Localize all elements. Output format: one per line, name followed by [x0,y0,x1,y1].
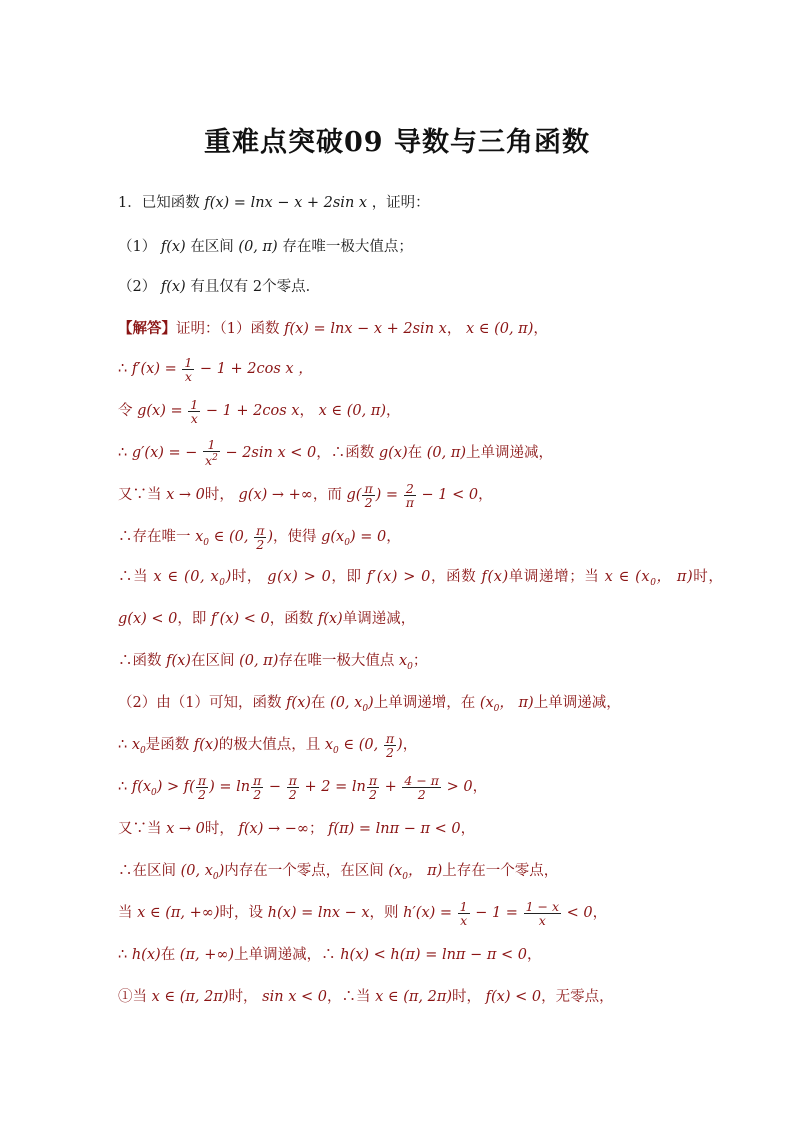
text: 的极大值点，且 [218,737,321,753]
solution-line-8 [118,604,754,634]
text: 时， [693,569,724,585]
therefore-sign: ∴ [118,737,128,753]
answer-tag: 【解答】 [118,320,176,337]
text: 是函数 [145,737,190,753]
text: 又∵当 [118,821,162,837]
formula: x → 0 [166,487,205,503]
problem-part-2 [118,272,754,302]
text: ∴当 [118,569,149,585]
text: （1） [118,239,157,255]
text: ， [402,737,418,753]
formula: f(x) [166,653,191,669]
formula: ($x_0$， π) [479,695,534,714]
page-title: 重难点突破09 导数与三角函数 [204,127,590,158]
formula: h(x) = lnx − x [267,905,370,921]
text: 当 [118,905,133,921]
formula: h′(x) = $\frac{1}{x}$ − 1 = $\frac{1 - x}{x}$ < 0 [403,898,593,928]
formula: x ∈ (π, 2π) [375,989,453,1005]
text: ， [526,947,542,963]
formula: $f(x_0) > f$( $\frac{\pi}{2}$ ) = ln $\frac{\pi}{2}$ − $\frac{\pi}{2}$ + 2 = ln $\frac{\pi}{2}$ + $\frac{4 - \pi}{2}$ > 0 [131,772,473,802]
solution-line-2 [118,354,754,384]
formula: g(x) < 0 [118,611,178,627]
text: ，∴函数 [316,445,375,461]
text: ∴在区间 [118,863,176,879]
formula: f(x) [160,239,186,255]
solution-line-12 [118,772,754,808]
formula: x ∈ ($x_0$， π) [604,569,694,588]
text: 内存在一个零点，在区间 [224,863,384,879]
solution-line-7 [118,562,754,598]
formula: x ∈ (π, +∞) [137,905,220,921]
text: ， [386,403,401,419]
formula: (0, π) [239,653,279,669]
formula: (π, +∞) [179,947,235,963]
text: ， [299,403,314,419]
text: 上单调递减， [533,695,621,711]
formula: x ∈ (0, π) [465,321,534,337]
text: ，即 [331,569,362,585]
problem-stem [118,188,754,218]
text: ，函数 [431,569,477,585]
formula: f(x) < 0 [485,989,542,1005]
text: 单调递减， [342,611,416,627]
formula: sin x < 0 [262,989,327,1005]
formula: $x_0$ ∈ (0, $\frac{\pi}{2}$ ) [195,522,273,552]
text: 上单调递减， [466,445,554,461]
text: ， [472,779,488,795]
formula: g(x) = $\frac{1}{x}$ − 1 + 2cos x [137,396,300,426]
solution-line-13 [118,814,754,844]
therefore-sign: ∴ [118,947,128,963]
text: 在区间 [190,239,234,255]
solution-line-5 [118,480,754,510]
formula: f(x) [193,737,219,753]
solution-line-17 [118,982,754,1012]
text: 有且仅有 2个零点． [190,279,321,295]
text: 在 [160,947,176,963]
solution-line-4 [118,438,754,468]
text: ， [460,821,476,837]
text: 时，设 [219,905,264,921]
formula: g( $\frac{\pi}{2}$ ) = $\frac{2}{\pi}$ − 1 < 0 [346,480,479,510]
text: ； [308,821,324,837]
formula: f′(x) = $\frac{1}{x}$ − 1 + 2cos x ， [131,354,313,384]
formula: x ∈ (0, $x_0$) [153,569,232,588]
formula: $x_0$ [131,737,146,756]
formula: x → 0 [166,821,205,837]
formula: f(x) [160,279,186,295]
text: 上存在一个零点， [442,863,559,879]
formula: f(x) = lnx − x + 2sin x [284,321,447,337]
formula: f′(x) < 0 [210,611,270,627]
text: 令 [118,403,133,419]
text: ①当 [118,989,147,1005]
text: ， [386,529,401,545]
text: ∴存在唯一 [118,529,191,545]
formula: f(x) [317,611,343,627]
text: （2） [118,279,157,295]
text: （2）由（1）可知，函数 [118,695,282,711]
text: 在区间 [190,653,235,669]
therefore-sign: ∴ [118,779,128,795]
text: 在 [407,445,423,461]
solution-line-16 [118,940,754,970]
text: ，∴当 [326,989,371,1005]
text: ，证明： [371,195,430,211]
formula: g(x) [378,445,408,461]
text: 又∵当 [118,487,162,503]
formula: (0, π) [238,239,278,255]
formula: (0, $x_0$) [180,863,225,882]
formula: f(x) = lnx − x + 2sin x [204,195,368,211]
solution-line-10 [118,688,754,724]
formula: $x_0$ [398,653,413,672]
text: ， [592,905,608,921]
therefore-sign: ∴ [118,361,128,377]
formula: f(x) → −∞ [238,821,309,837]
formula: h(x) [131,947,161,963]
text: 时， [452,989,482,1005]
formula: g(x) > 0 [267,569,332,585]
text: 在 [310,695,326,711]
solution-line-6 [118,522,754,558]
text: 存在唯一极大值点 [278,653,395,669]
problem-part-1 [118,232,754,262]
formula: f(x) [481,569,509,585]
text: ， [533,321,548,337]
text: 时， [228,989,258,1005]
text: 单调递增；当 [508,569,600,585]
text: ，函数 [269,611,314,627]
formula: $g(x_0) = 0$ [321,529,387,548]
text: ； [412,653,428,669]
solution-line-11 [118,730,754,766]
formula: f(x) [286,695,311,711]
text: 证明：（1）函数 [176,321,280,337]
therefore-sign: ∴ [118,445,128,461]
solution-line-14 [118,856,754,892]
text: 上单调递减，∴ [234,947,336,963]
text: ， [478,487,493,503]
solution-line-15 [118,898,754,928]
text: ，无零点， [541,989,614,1005]
text: ，而 [312,487,342,503]
text: 时， [231,569,263,585]
text: ，即 [177,611,207,627]
formula: (0, π) [426,445,467,461]
formula: $x_0$ ∈ (0, $\frac{\pi}{2}$ ) [324,730,403,760]
formula: x ∈ (π, 2π) [151,989,229,1005]
text: ∴函数 [118,653,162,669]
formula: h(x) < h(π) = lnπ − π < 0 [340,947,527,963]
formula: g(x) → +∞ [238,487,313,503]
formula: ($x_0$， π) [388,863,443,882]
solution-line-3 [118,396,754,426]
formula: x ∈ (0, π) [318,403,387,419]
text: 1．已知函数 [118,195,200,211]
formula: g′(x) = − $\frac{1}{x^2}$ − 2sin x < 0 [131,437,317,469]
text: 时， [204,487,234,503]
text: 上单调递增，在 [373,695,476,711]
formula: f(π) = lnπ − π < 0 [328,821,461,837]
text: ，则 [369,905,399,921]
text: ， [446,321,462,337]
text: ，使得 [272,529,317,545]
solution-line-9 [118,646,754,682]
text: 时， [204,821,234,837]
formula: (0, $x_0$) [330,695,374,714]
formula: f′(x) > 0 [366,569,431,585]
text: 存在唯一极大值点； [282,239,413,255]
solution-line-1 [118,314,754,344]
